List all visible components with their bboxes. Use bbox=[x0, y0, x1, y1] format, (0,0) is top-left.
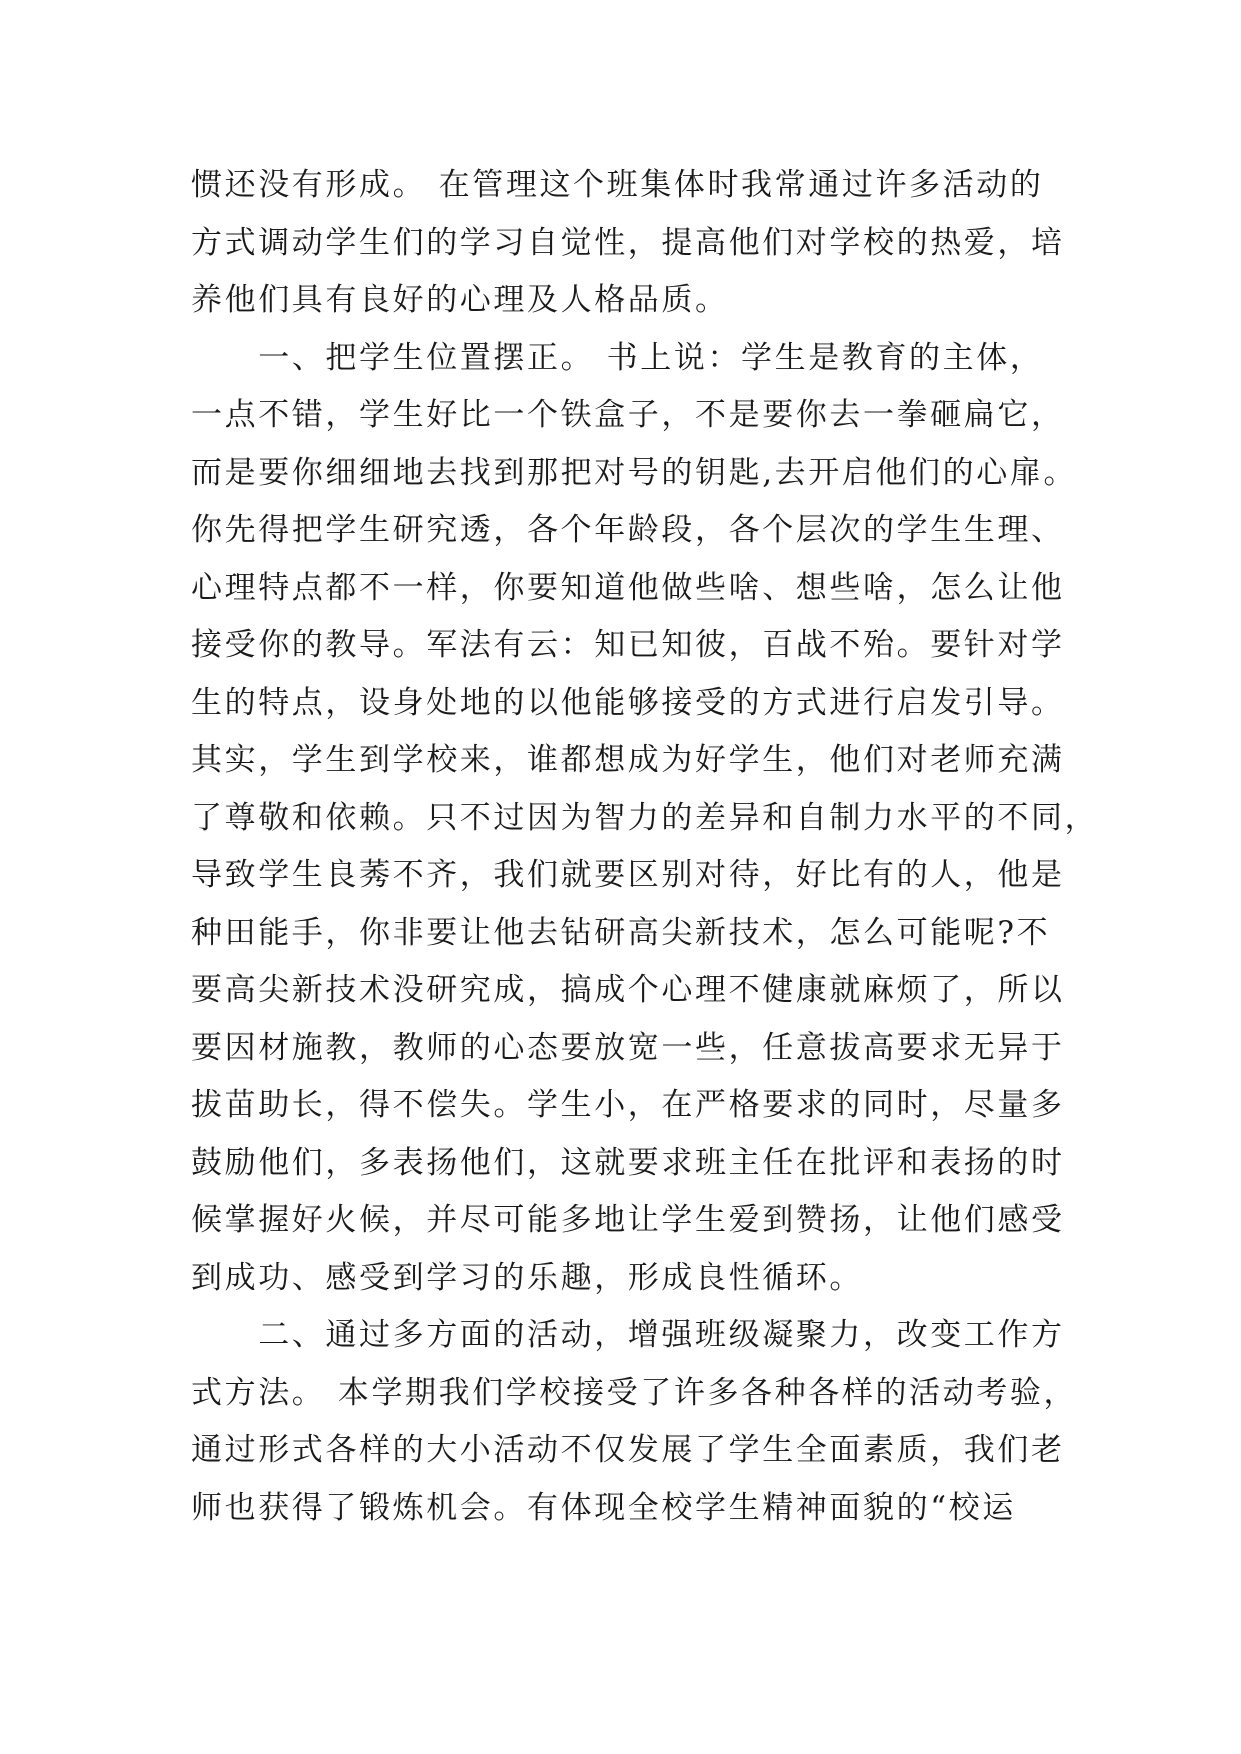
text-line: 接受你的教导。军法有云：知已知彼，百战不殆。要针对学 bbox=[191, 627, 1065, 663]
text-line: 惯还没有形成。 在管理这个班集体时我常通过许多活动的 bbox=[191, 167, 1044, 203]
text-line: 心理特点都不一样，你要知道他做些啥、想些啥，怎么让他 bbox=[191, 569, 1065, 606]
text-line: 要高尖新技术没研究成，搞成个心理不健康就麻烦了，所以 bbox=[191, 972, 1065, 1008]
text-line: 通过形式各样的大小活动不仅发展了学生全面素质，我们老 bbox=[191, 1432, 1065, 1468]
text-line: 师也获得了锻炼机会。有体现全校学生精神面貌的“校运 bbox=[191, 1489, 1016, 1526]
text-line: 其实，学生到学校来，谁都想成为好学生，他们对老师充满 bbox=[191, 742, 1065, 778]
body-text bbox=[191, 157, 1099, 1537]
text-line: 式方法。 本学期我们学校接受了许多各种各样的活动考验， bbox=[191, 1374, 1078, 1411]
text-line: 导致学生良莠不齐，我们就要区别对待，好比有的人，他是 bbox=[191, 857, 1065, 893]
text-line: 生的特点，设身处地的以他能够接受的方式进行启发引导。 bbox=[191, 684, 1065, 721]
text-line: 鼓励他们，多表扬他们，这就要求班主任在批评和表扬的时 bbox=[191, 1144, 1065, 1181]
text-line: 种田能手，你非要让他去钻研高尖新技术，怎么可能呢?不 bbox=[191, 914, 1051, 951]
text-line: 一、把学生位置摆正。 书上说：学生是教育的主体， bbox=[191, 339, 1044, 376]
text-line: 要因材施教，教师的心态要放宽一些，任意拔高要求无异于 bbox=[191, 1029, 1065, 1066]
text-line: 养他们具有良好的心理及人格品质。 bbox=[191, 282, 729, 318]
text-line: 一点不错，学生好比一个铁盒子，不是要你去一拳砸扁它， bbox=[191, 397, 1065, 433]
text-line: 方式调动学生们的学习自觉性，提高他们对学校的热爱，培 bbox=[191, 224, 1065, 261]
text-line: 候掌握好火候，并尽可能多地让学生爱到赞扬，让他们感受 bbox=[191, 1202, 1065, 1238]
text-line: 了尊敬和依赖。只不过因为智力的差异和自制力水平的不同， bbox=[191, 799, 1099, 836]
text-line: 而是要你细细地去找到那把对号的钥匙,去开启他们的心扉。 bbox=[191, 454, 1078, 491]
text-line: 二、通过多方面的活动，增强班级凝聚力，改变工作方 bbox=[191, 1317, 1065, 1353]
text-line: 你先得把学生研究透，各个年龄段，各个层次的学生生理、 bbox=[191, 512, 1065, 548]
text-line: 到成功、感受到学习的乐趣，形成良性循环。 bbox=[191, 1259, 863, 1296]
text-line: 拔苗助长，得不偿失。学生小，在严格要求的同时，尽量多 bbox=[191, 1087, 1065, 1123]
